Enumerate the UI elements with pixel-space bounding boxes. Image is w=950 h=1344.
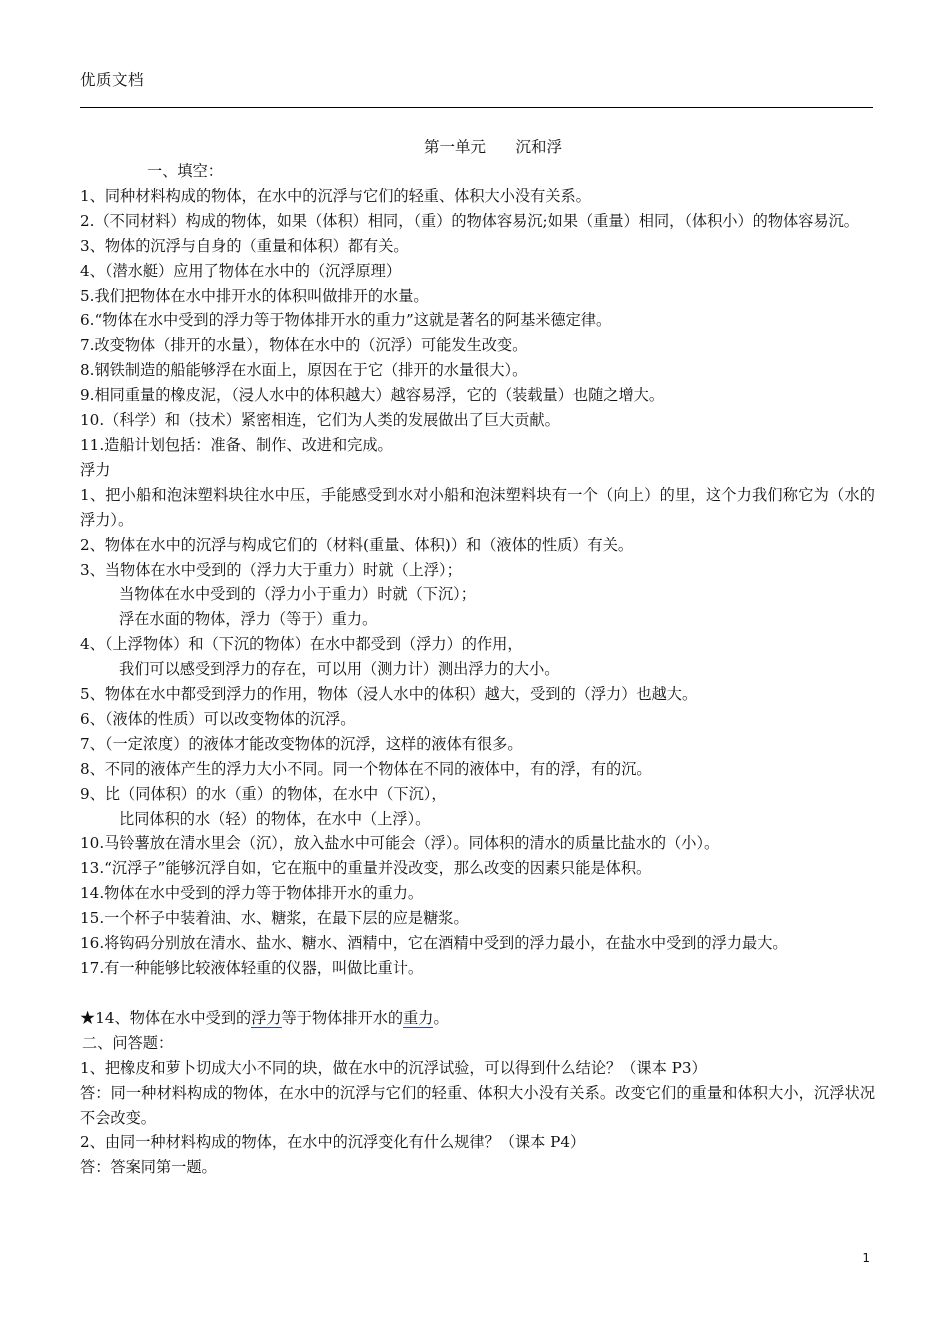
buoyancy-item-9-cont: 比同体积的水（轻）的物体，在水中（上浮）。 <box>119 809 431 828</box>
answer-1: 答：同一种材料构成的物体，在水中的沉浮与它们的轻重、体积大小没有关系。改变它们的重量和体积大小，沉浮状况不会改变。 <box>80 1083 875 1127</box>
buoyancy-item-2: 2、物体在水中的沉浮与构成它们的（材料(重量、体积)）和（液体的性质）有关。 <box>80 535 634 554</box>
buoyancy-item-17: 17.有一种能够比较液体轻重的仪器，叫做比重计。 <box>80 959 424 977</box>
buoyancy-item-8: 8、不同的液体产生的浮力大小不同。同一个物体在不同的液体中，有的浮，有的沉。 <box>80 759 652 778</box>
document-header-label: 优质文档 <box>80 71 145 89</box>
buoyancy-item-4-cont: 我们可以感受到浮力的存在，可以用（测力计）测出浮力的大小。 <box>119 660 560 679</box>
fill-item-3: 3、物体的沉浮与自身的（重量和体积）都有关。 <box>80 236 409 255</box>
buoyancy-item-13: 13.“沉浮子”能够沉浮自如，它在瓶中的重量并没改变，那么改变的因素只能是体积。 <box>80 859 652 878</box>
buoyancy-item-14: 14.物体在水中受到的浮力等于物体排开水的重力。 <box>80 884 424 903</box>
buoyancy-item-3-cont-2: 浮在水面的物体，浮力（等于）重力。 <box>119 610 378 629</box>
fill-item-9: 9.相同重量的橡皮泥，（浸人水中的体积越大）越容易浮，它的（装载量）也随之增大。 <box>80 386 665 405</box>
fill-item-6: 6.“物体在水中受到的浮力等于物体排开水的重力”这就是著名的阿基米德定律。 <box>80 311 612 330</box>
fill-item-10: 10.（科学）和（技术）紧密相连，它们为人类的发展做出了巨大贡献。 <box>80 411 560 430</box>
document-body <box>80 159 875 1180</box>
buoyancy-heading: 浮力 <box>80 460 111 479</box>
buoyancy-item-5: 5、物体在水中都受到浮力的作用，物体（浸人水中的体积）越大，受到的（浮力）也越大。 <box>80 685 698 704</box>
fill-item-5: 5.我们把物体在水中排开水的体积叫做排开的水量。 <box>80 286 429 305</box>
fill-item-8: 8.钢铁制造的船能够浮在水面上，原因在于它（排开的水量很大）。 <box>80 361 528 380</box>
fill-item-1: 1、同种材料构成的物体，在水中的沉浮与它们的轻重、体积大小没有关系。 <box>80 186 591 205</box>
page-number: 1 <box>862 1251 870 1265</box>
buoyancy-item-1: 1、把小船和泡沫塑料块往水中压，手能感受到水对小船和泡沫塑料块有一个（向上）的里，这个力我们称它为（水的浮力）。 <box>80 485 875 529</box>
star-item-prefix: ★14、物体在水中受到的 <box>80 1008 252 1027</box>
underlined-term-gravity: 重力 <box>403 1008 434 1027</box>
buoyancy-item-3-cont-1: 当物体在水中受到的（浮力小于重力）时就（下沉）； <box>119 585 476 604</box>
section-heading-qa: 二、问答题： <box>82 1033 174 1052</box>
fill-item-11: 11.造船计划包括：准备、制作、改进和完成。 <box>80 435 393 454</box>
blank-line <box>80 981 875 1006</box>
answer-2: 答：答案同第一题。 <box>80 1158 217 1177</box>
unit-title: 第一单元 沉和浮 <box>424 138 563 156</box>
buoyancy-item-10: 10.马铃薯放在清水里会（沉），放入盐水中可能会（浮）。同体积的清水的质量比盐水的（小）。 <box>80 834 720 853</box>
header-divider <box>80 107 873 108</box>
question-2: 2、由同一种材料构成的物体，在水中的沉浮变化有什么规律？（课本 P4） <box>80 1133 586 1152</box>
buoyancy-item-15: 15.一个杯子中装着油、水、糖浆，在最下层的应是糖浆。 <box>80 909 469 928</box>
section-heading-fill: 一、填空： <box>147 162 223 180</box>
question-1: 1、把橡皮和萝卜切成大小不同的块，做在水中的沉浮试验，可以得到什么结论？（课本 P3） <box>80 1058 707 1077</box>
star-item-14 <box>80 1006 875 1031</box>
fill-item-4: 4、（潜水艇）应用了物体在水中的（沉浮原理） <box>80 261 402 280</box>
buoyancy-item-9: 9、比（同体积）的水（重）的物体，在水中（下沉）， <box>80 784 447 803</box>
buoyancy-item-16: 16.将钩码分别放在清水、盐水、糖水、酒精中，它在酒精中受到的浮力最小，在盐水中受到的浮力最大。 <box>80 934 788 953</box>
buoyancy-item-3: 3、当物体在水中受到的（浮力大于重力）时就（上浮）； <box>80 560 462 579</box>
star-item-mid: 等于物体排开水的 <box>281 1008 404 1027</box>
buoyancy-item-7: 7、（一定浓度）的液体才能改变物体的沉浮，这样的液体有很多。 <box>80 734 523 753</box>
fill-item-2: 2.（不同材料）构成的物体，如果（体积）相同，（重）的物体容易沉;如果（重量）相同，（体积小）的物体容易沉。 <box>80 211 859 230</box>
star-item-suffix: 。 <box>433 1008 449 1027</box>
fill-item-7: 7.改变物体（排开的水量），物体在水中的（沉浮）可能发生改变。 <box>80 336 528 355</box>
underlined-term-buoyancy: 浮力 <box>251 1008 282 1027</box>
buoyancy-item-4: 4、（上浮物体）和（下沉的物体）在水中都受到（浮力）的作用， <box>80 635 523 654</box>
buoyancy-item-6: 6、（液体的性质）可以改变物体的沉浮。 <box>80 709 356 728</box>
